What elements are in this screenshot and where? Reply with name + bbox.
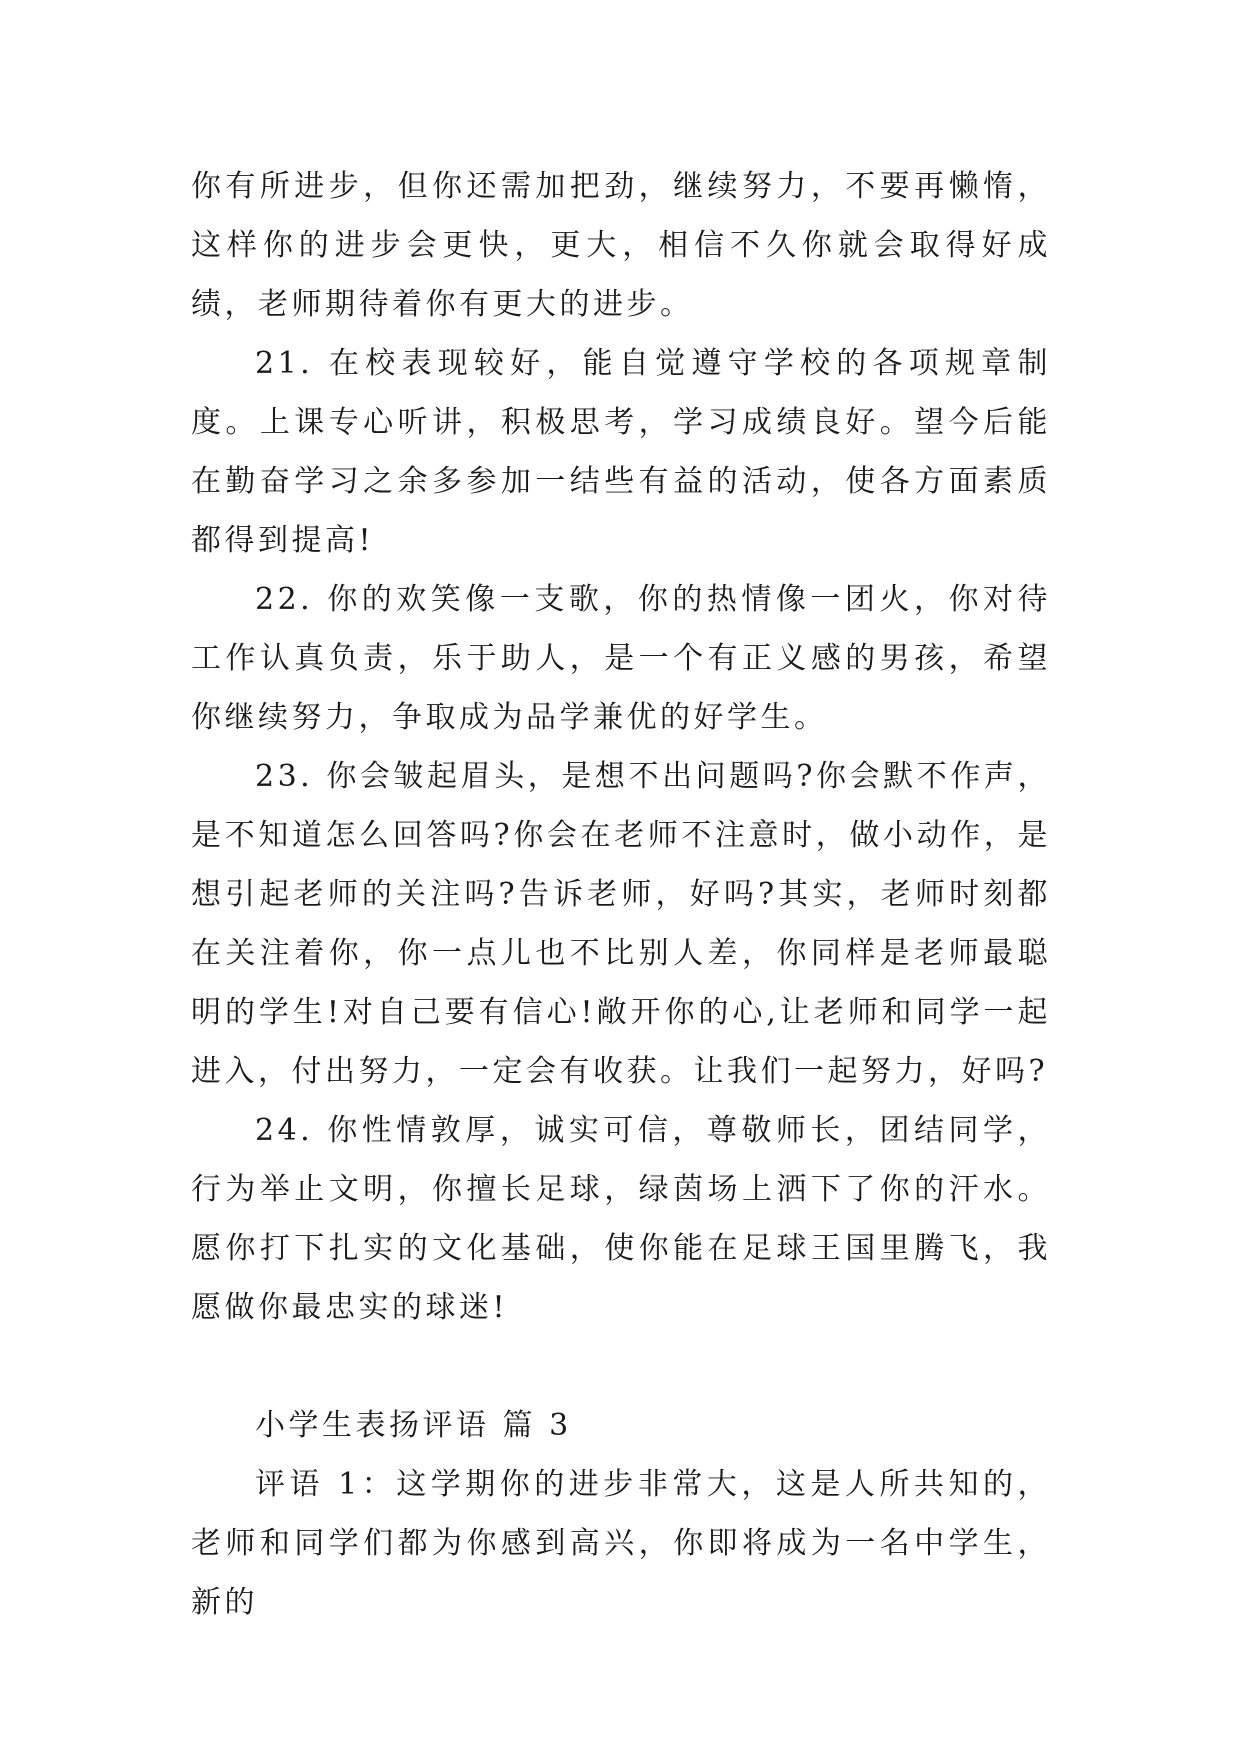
section-gap (191, 1337, 1051, 1396)
section-heading: 小学生表扬评语 篇 3 (255, 1408, 572, 1443)
paragraph-evaluation-1: 评语 1：这学期你的进步非常大，这是人所共知的，老师和同学们都为你感到高兴，你即将成为一名中学生，新的 (191, 1467, 1051, 1620)
document-body (191, 157, 1051, 1632)
paragraph-continuation: 你有所进步，但你还需加把劲，继续努力，不要再懒惰，这样你的进步会更快，更大，相信不久你就会取得好成绩，老师期待着你有更大的进步。 (191, 169, 1051, 322)
paragraph-comment-21: 21. 在校表现较好，能自觉遵守学校的各项规章制度。上课专心听讲，积极思考，学习成绩良好。望今后能在勤奋学习之余多参加一结些有益的活动，使各方面素质都得到提高! (191, 346, 1051, 558)
paragraph-comment-24: 24. 你性情敦厚，诚实可信，尊敬师长，团结同学，行为举止文明，你擅长足球，绿茵场上洒下了你的汗水。愿你打下扎实的文化基础，使你能在足球王国里腾飞，我愿做你最忠实的球迷! (191, 1113, 1051, 1325)
paragraph-comment-23: 23. 你会皱起眉头，是想不出问题吗?你会默不作声，是不知道怎么回答吗?你会在老师不注意时，做小动作，是想引起老师的关注吗?告诉老师，好吗?其实，老师时刻都在关注着你，你一点儿也不比别人差，你同样是老师最聪明的学生!对自己要有信心!敞开你的心,让老师和同学一起进入，付出努力，一定会有收获。让我们一起努力，好吗? (191, 759, 1051, 1089)
paragraph-comment-22: 22. 你的欢笑像一支歌，你的热情像一团火，你对待工作认真负责，乐于助人，是一个有正义感的男孩，希望你继续努力，争取成为品学兼优的好学生。 (191, 582, 1051, 735)
